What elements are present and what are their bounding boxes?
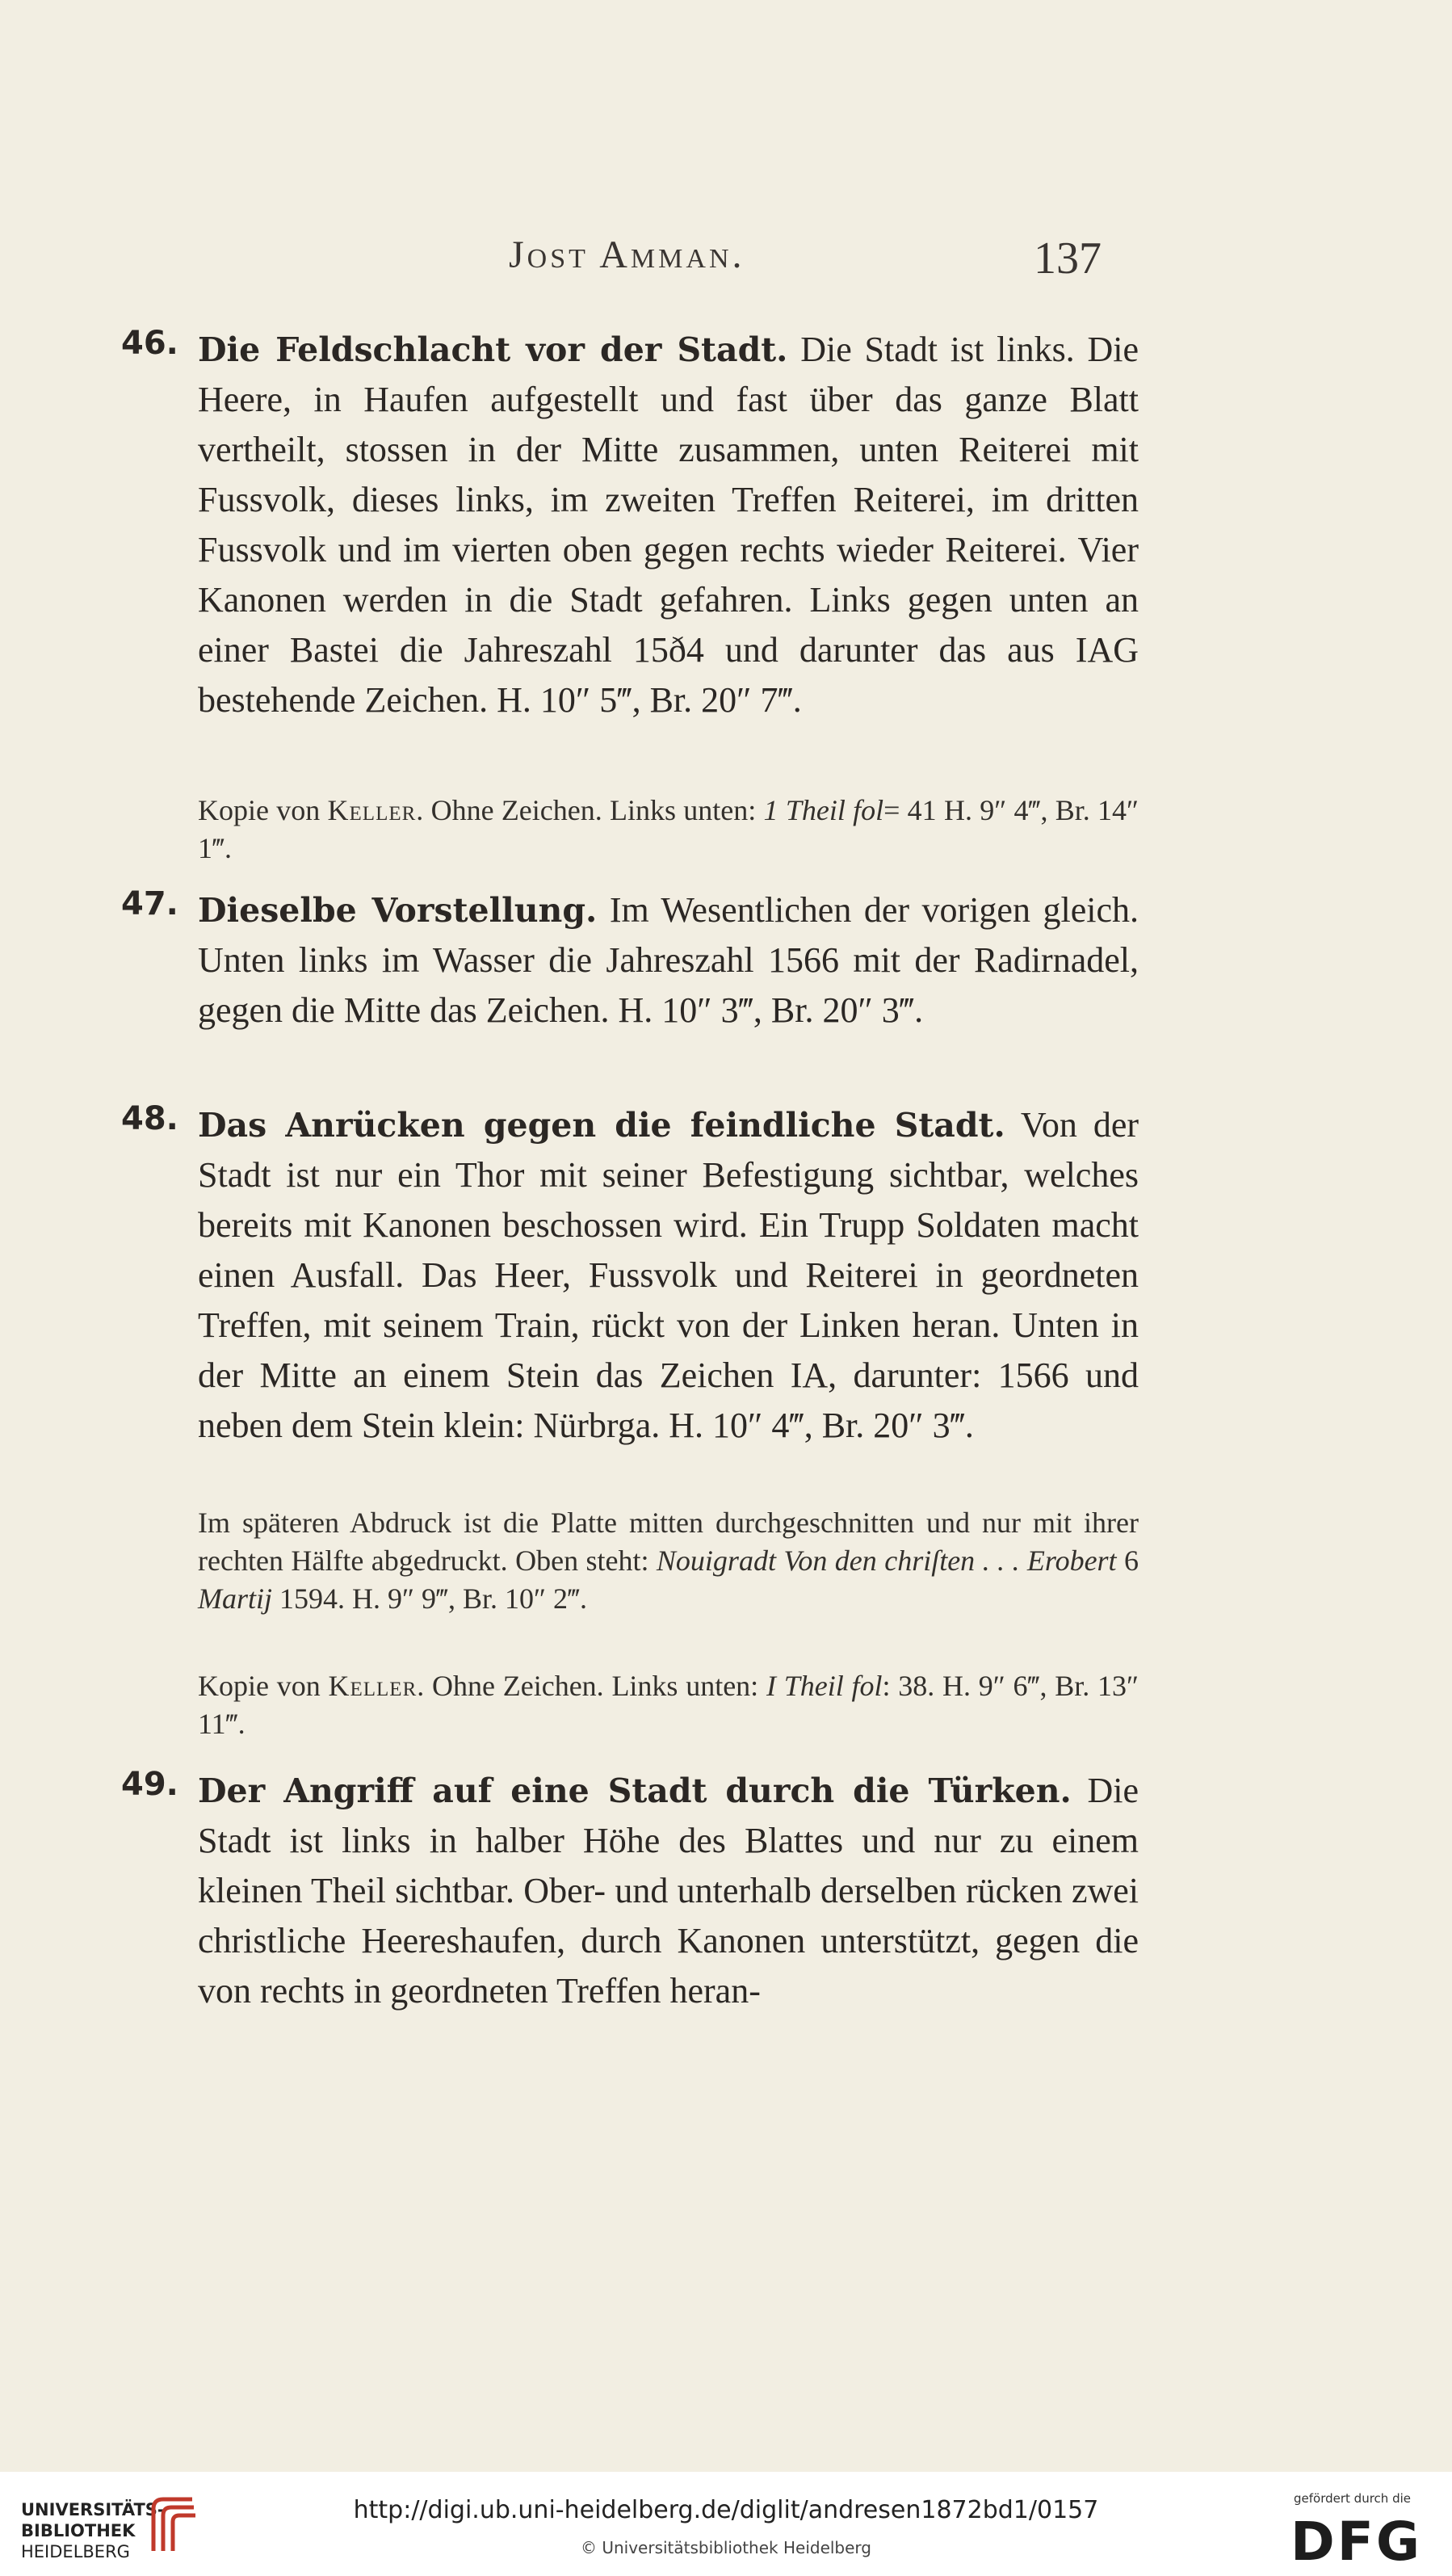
entry-heading: Dieselbe Vorstellung. (198, 891, 598, 930)
library-name-line: BIBLIOTHEK (21, 2521, 136, 2540)
entry-text (198, 325, 1139, 725)
permalink-url[interactable]: http://digi.ub.uni-heidelberg.de/diglit/andresen1872bd1/0157 (353, 2496, 1099, 2524)
entry-number: 48. (121, 1100, 178, 1137)
entry-body: Von der Stadt ist nur ein Thor mit seiner Befestigung sichtbar, welches bereits mit Kanonen beschossen wird. Ein Trupp Soldaten macht einen Ausfall. Das Heer, Fussvolk und Reiterei in geordneten Treffen, mit seinem Train, rückt von der Linken heran. Unten in der Mitte an einem Stein das Zeichen IA, darunter: 1566 und neben dem Stein klein: Nürbrga. H. 10″ 4‴, Br. 20″ 3‴. (198, 1105, 1139, 1445)
library-name-line: UNIVERSITÄTS- (21, 2500, 165, 2519)
entry-heading: Der Angriff auf eine Stadt durch die Türken. (198, 1771, 1072, 1810)
entry-body: Die Stadt ist links in halber Höhe des Blattes und nur zu einem kleinen Theil sichtbar. Ober- und unterhalb derselben rücken zwei christliche Heereshaufen, durch Kanonen unterstützt, gegen die von rechts in geordneten Treffen heran- (198, 1771, 1139, 2011)
note-text: : 38. H. 9″ 6‴, Br. 13″ 11‴. (198, 1670, 1139, 1740)
copy-note-46 (198, 792, 1139, 868)
catalog-entry-46 (121, 325, 1139, 725)
entry-text (198, 1100, 1139, 1451)
entry-text (198, 1766, 1139, 2016)
catalog-entry-49 (121, 1766, 1139, 2016)
library-name-line: HEIDELBERG (21, 2542, 130, 2561)
note-text: Im späteren Abdruck ist die Platte mitten durchgeschnitten und nur mit ihrer rechten Hälfte abgedruckt. Oben steht: (198, 1507, 1139, 1577)
copyright-notice: © Universitätsbibliothek Heidelberg (580, 2538, 871, 2557)
page-number: 137 (1034, 233, 1102, 284)
note-text: . Ohne Zeichen. Links unten: (417, 1670, 766, 1702)
note-text: = 41 H. 9″ 4‴, Br. 14″ 1‴. (198, 794, 1139, 864)
catalog-entry-47 (121, 885, 1139, 1036)
funder-note: gefördert durch die (1294, 2491, 1411, 2506)
note-inscription: Nouigradt Von den chriſten . . . Erobert (656, 1544, 1117, 1577)
note-text: 1594. H. 9″ 9‴, Br. 10″ 2‴. (272, 1582, 588, 1615)
later-print-note-48 (198, 1504, 1139, 1618)
entry-number: 49. (121, 1766, 178, 1803)
running-head-title: Jost Amman. (509, 233, 745, 276)
note-name: Keller (327, 794, 417, 826)
entry-heading: Das Anrücken gegen die feindliche Stadt. (198, 1106, 1005, 1145)
digitization-footer (0, 2472, 1452, 2576)
note-text: Kopie von (198, 1670, 329, 1702)
note-text: . Ohne Zeichen. Links unten: (416, 794, 764, 826)
note-inscription: Martij (198, 1582, 273, 1615)
entry-number: 46. (121, 325, 178, 362)
dfg-logo: DFG (1290, 2511, 1423, 2573)
note-name: Keller (328, 1670, 418, 1702)
entry-heading: Die Feldschlacht vor der Stadt. (198, 330, 788, 369)
catalog-entry-48 (121, 1100, 1139, 1451)
entry-body: Im Wesentlichen der vorigen gleich. Unten links im Wasser die Jahreszahl 1566 mit der Radirnadel, gegen die Mitte das Zeichen. H. 10″ 3‴, Br. 20″ 3‴. (198, 890, 1139, 1030)
note-reference: I Theil fol (766, 1670, 883, 1702)
entry-number: 47. (121, 885, 178, 922)
note-text: Kopie von (198, 794, 328, 826)
note-text: 6 (1116, 1544, 1139, 1577)
entry-body: Die Stadt ist links. Die Heere, in Haufen aufgestellt und fast über das ganze Blatt vertheilt, stossen in der Mitte zusammen, unten Reiterei mit Fussvolk, dieses links, im zweiten Treffen Reiterei, im dritten Fussvolk und im vierten oben gegen rechts wieder Reiterei. Vier Kanonen werden in die Stadt gefahren. Links gegen unten an einer Bastei die Jahreszahl 15ð4 und darunter das aus IAG bestehende Zeichen. H. 10″ 5‴, Br. 20″ 7‴. (198, 330, 1139, 720)
entry-text (198, 885, 1139, 1036)
running-head (0, 233, 1452, 289)
note-reference: 1 Theil fol (763, 794, 884, 826)
copy-note-48 (198, 1667, 1139, 1743)
